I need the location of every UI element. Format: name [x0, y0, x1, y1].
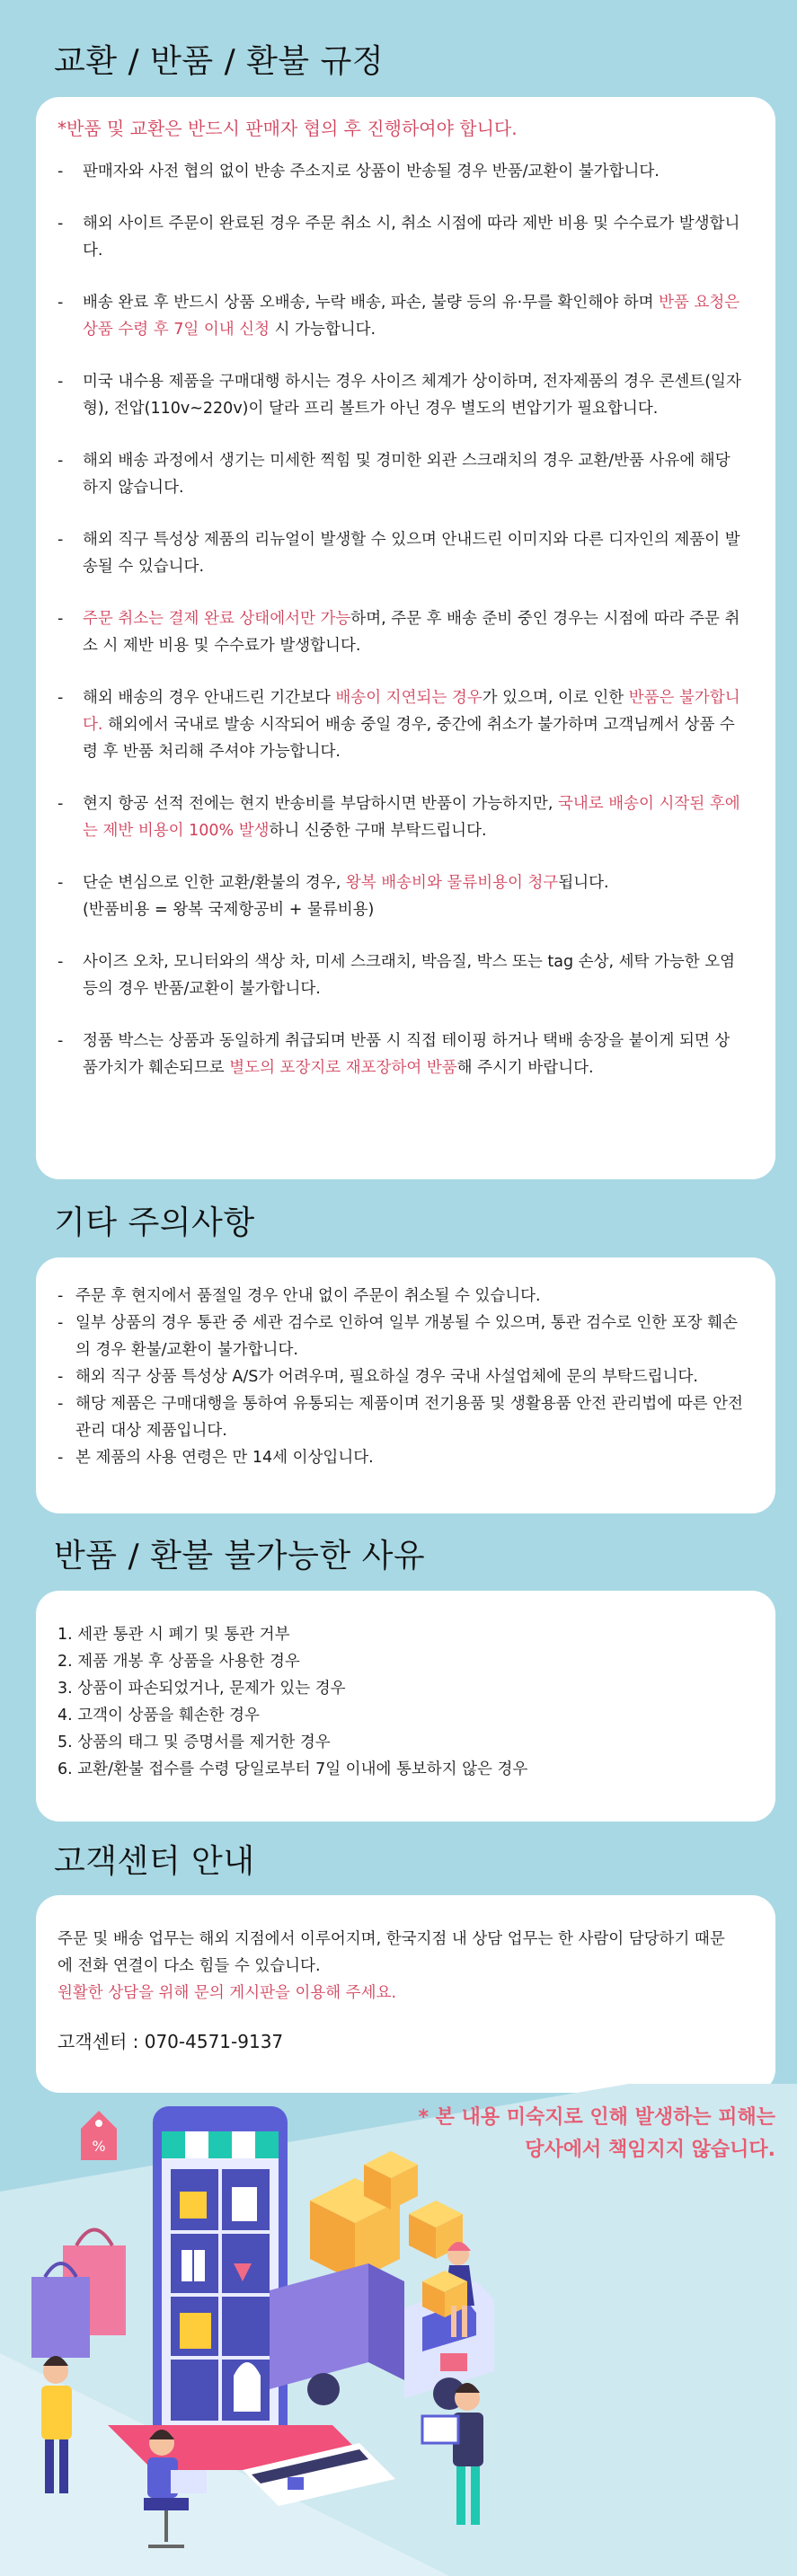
policy-item	[58, 948, 743, 1002]
nonrefund-item: 3. 상품이 파손되었거나, 문제가 있는 경우	[58, 1680, 346, 1698]
policy-item	[58, 289, 743, 343]
policy-item-text: 해 주시기 바랍니다.	[456, 1059, 594, 1077]
cs-title: 고객센터 안내	[54, 1843, 255, 1880]
etc-card	[36, 1257, 775, 1513]
policy-item-highlight: 국내로 배송이 시작된 후에는 제반 비용이 100% 발생	[83, 795, 740, 840]
policy-item-text: 해외 사이트 주문이 완료된 경우 주문 취소 시, 취소 시점에 따라 제반 비용 및 수수료가 발생합니다.	[83, 215, 740, 260]
policy-item	[58, 790, 743, 844]
cs-red-text: 원활한 상담을 위해 문의 게시판을 이용해 주세요.	[58, 1984, 397, 2002]
policy-item-text: 해외 직구 특성상 제품의 리뉴얼이 발생할 수 있으며 안내드린 이미지와 다른 디자인의 제품이 발송될 수 있습니다.	[83, 531, 740, 576]
policy-item-text: 해외에서 국내로 발송 시작되어 배송 중일 경우, 중간에 취소가 불가하며 고객님께서 상품 수령 후 반품 처리해 주셔야 가능합니다.	[83, 716, 735, 761]
sale-tag-icon	[81, 2111, 117, 2160]
policy-item-highlight: 주문 취소는 결제 완료 상태에서만 가능	[83, 610, 351, 628]
policy-item	[58, 526, 743, 580]
etc-list	[58, 1283, 748, 1471]
disclaimer-line-2: 당사에서 책임지지 않습니다.	[525, 2139, 775, 2161]
etc-item: - 일부 상품의 경우 통관 중 세관 검수로 인하여 일부 개봉될 수 있으며, 통관 검수로 인한 포장 훼손의 경우 환불/교환이 불가합니다.	[58, 1310, 748, 1363]
nonrefund-item: 2. 제품 개봉 후 상품을 사용한 경우	[58, 1653, 300, 1671]
svg-text:%: %	[92, 2138, 106, 2155]
cs-text: 주문 및 배송 업무는 해외 지점에서 이루어지며, 한국지점 내 상담 업무는 한 사람이 담당하기 때문에 전화 연결이 다소 힘들 수 있습니다.	[58, 1930, 725, 1975]
policy-item	[58, 158, 743, 185]
policy-item-highlight: 반품 요청은 상품 수령 후 7일 이내 신청	[83, 294, 740, 339]
policy-item-text: 판매자와 사전 협의 없이 반송 주소지로 상품이 반송될 경우 반품/교환이 불가합니다.	[83, 163, 660, 181]
phone-store-icon	[153, 2106, 288, 2448]
disclaimer-line-1: * 본 내용 미숙지로 인해 발생하는 피해는	[418, 2106, 775, 2129]
etc-item: - 해외 직구 상품 특성상 A/S가 어려우며, 필요하실 경우 국내 사설업체에 문의 부탁드립니다.	[58, 1363, 748, 1390]
etc-item: - 주문 후 현지에서 품절일 경우 안내 없이 주문이 취소될 수 있습니다.	[58, 1283, 748, 1310]
policy-title: 교환 / 반품 / 환불 규정	[54, 43, 385, 80]
policy-item	[58, 684, 743, 765]
policy-item-text: 하니 신중한 구매 부탁드립니다.	[269, 822, 487, 840]
cs-card	[36, 1895, 775, 2093]
nonrefund-item: 5. 상품의 태그 및 증명서를 제거한 경우	[58, 1734, 331, 1751]
policy-item-text: 해외 배송 과정에서 생기는 미세한 찍힘 및 경미한 외관 스크래치의 경우 교환/반품 사유에 해당하지 않습니다.	[83, 452, 731, 497]
nonrefund-item: 4. 고객이 상품을 훼손한 경우	[58, 1707, 260, 1725]
policy-item-text: 단순 변심으로 인한 교환/환불의 경우,	[83, 874, 346, 892]
nonrefund-list	[58, 1621, 748, 1783]
policy-item-text: 배송 완료 후 반드시 상품 오배송, 누락 배송, 파손, 불량 등의 유·무를 확인해야 하며	[83, 294, 660, 312]
policy-item	[58, 368, 743, 422]
nonrefund-item: 6. 교환/환불 접수를 수령 당일로부터 7일 이내에 통보하지 않은 경우	[58, 1760, 528, 1778]
policy-item-highlight: 왕복 배송비와 물류비용이 청구	[345, 874, 559, 892]
policy-list	[58, 158, 743, 1081]
policy-item-text: 현지 항공 선적 전에는 현지 반송비를 부담하시면 반품이 가능하지만,	[83, 795, 558, 813]
policy-item-text: 사이즈 오차, 모니터와의 색상 차, 미세 스크래치, 박음질, 박스 또는 tag 손상, 세탁 가능한 오염 등의 경우 반품/교환이 불가합니다.	[83, 953, 736, 998]
etc-item: - 해당 제품은 구매대행을 통하여 유통되는 제품이며 전기용품 및 생활용품 안전 관리법에 따른 안전 관리 대상 제품입니다.	[58, 1390, 748, 1444]
policy-item-highlight: 별도의 포장지로 재포장하여 반품	[229, 1059, 457, 1077]
nonrefund-item: 1. 세관 통관 시 폐기 및 통관 거부	[58, 1626, 290, 1644]
policy-item-text: 하며, 주문 후 배송 준비 중인 경우는 시점에 따라 주문 취소 시 제반 비용 및 수수료가 발생합니다.	[83, 610, 740, 655]
policy-notice: *반품 및 교환은 반드시 판매자 협의 후 진행하여야 합니다.	[58, 118, 518, 139]
policy-item-text: 시 가능합니다.	[270, 321, 376, 339]
policy-item	[58, 1028, 743, 1081]
policy-item-text: 됩니다.	[558, 874, 609, 892]
policy-item-text: 미국 내수용 제품을 구매대행 하시는 경우 사이즈 체계가 상이하며, 전자제품의 경우 콘센트(일자형), 전압(110v~220v)이 달라 프리 볼트가 아닌 경우 별도의 변압기가 필요합니다.	[83, 373, 741, 418]
nonrefund-card	[36, 1591, 775, 1822]
disclaimer	[419, 2102, 776, 2166]
policy-item	[58, 869, 743, 923]
policy-item	[58, 210, 743, 264]
policy-item	[58, 447, 743, 501]
policy-item-highlight: 배송이 지연되는 경우	[335, 689, 483, 707]
policy-item	[58, 605, 743, 659]
nonrefund-title: 반품 / 환불 불가능한 사유	[54, 1538, 426, 1575]
etc-title: 기타 주의사항	[54, 1204, 255, 1241]
policy-item-text: 정품 박스는 상품과 동일하게 취급되며 반품 시 직접 테이핑 하거나 택배 송장을 붙이게 되면 상품가치가 훼손되므로	[83, 1032, 731, 1077]
policy-item-highlight: 반품은 불가합니다.	[83, 689, 740, 734]
policy-item-extra: (반품비용 = 왕복 국제항공비 + 물류비용)	[83, 901, 375, 919]
policy-item-text: 해외 배송의 경우 안내드린 기간보다	[83, 689, 336, 707]
etc-item: - 본 제품의 사용 연령은 만 14세 이상입니다.	[58, 1444, 748, 1471]
cs-phone: 고객센터 : 070-4571-9137	[58, 2031, 284, 2052]
policy-item-text: 가 있으며, 이로 인한	[482, 689, 629, 707]
policy-card	[36, 97, 775, 1179]
